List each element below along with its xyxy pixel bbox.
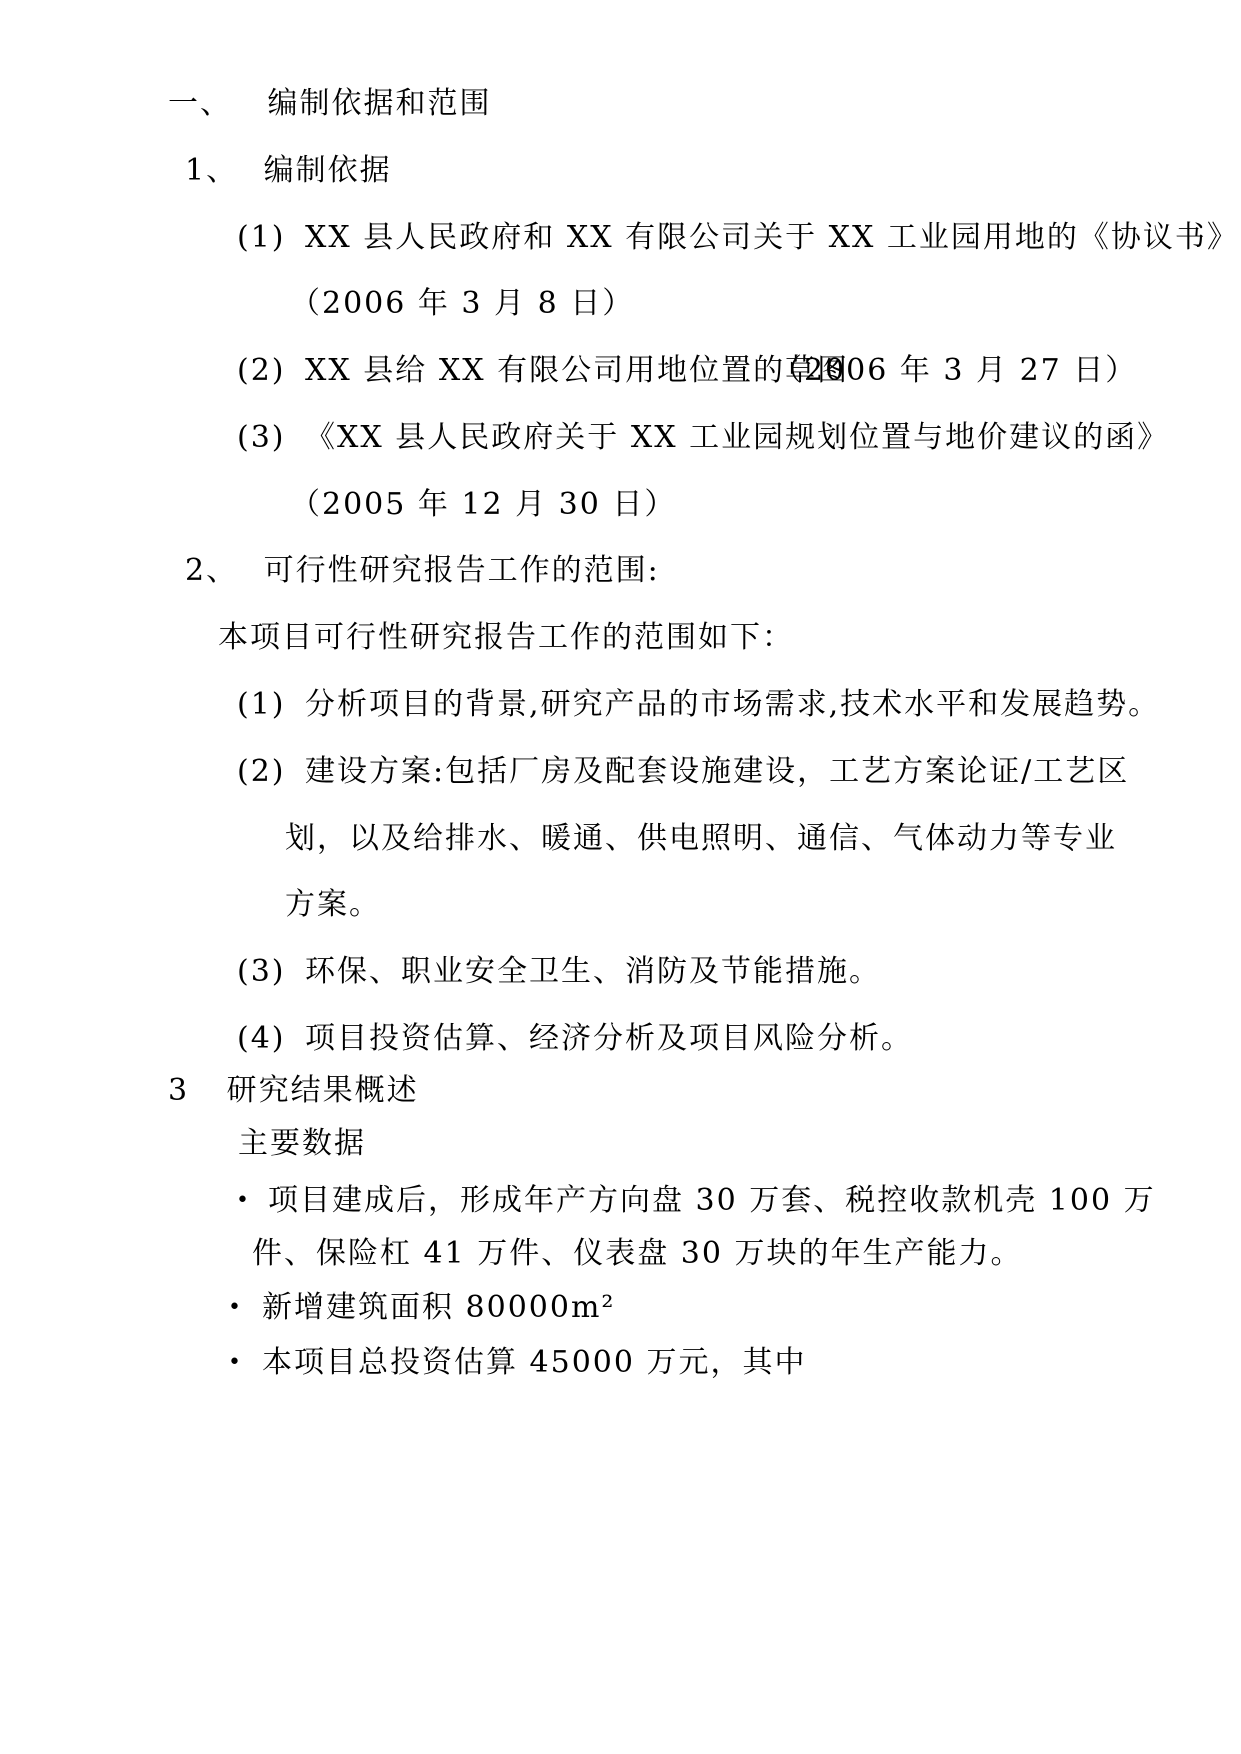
basis-item-2-text: XX 县给 XX 有限公司用地位置的草图 xyxy=(305,353,850,388)
scope-item-3-text: 环保、职业安全卫生、消防及节能措施。 xyxy=(305,954,882,989)
section-number: 一、 xyxy=(168,86,232,121)
basis-item-1-text: XX 县人民政府和 XX 有限公司关于 XX 工业园用地的《协议书》 xyxy=(305,220,1239,255)
bullet-dot-2: • xyxy=(228,1295,241,1320)
basis-item-2 xyxy=(237,353,849,389)
scope-item-4 xyxy=(237,1021,913,1057)
basis-item-1-number: (1) xyxy=(237,220,286,255)
basis-item-2-number: (2) xyxy=(237,353,286,388)
bullet-3-text: 本项目总投资估算 45000 万元，其中 xyxy=(262,1345,807,1380)
bullet-1-cont: 件、保险杠 41 万件、仪表盘 30 万块的年生产能力。 xyxy=(252,1236,1023,1271)
subsection-2-title: 可行性研究报告工作的范围: xyxy=(263,553,660,588)
basis-item-1 xyxy=(237,220,1239,256)
subsection-2-heading xyxy=(185,553,660,589)
subsection-3-title: 研究结果概述 xyxy=(226,1073,419,1108)
scope-item-2-number: (2) xyxy=(237,754,286,789)
scope-item-1 xyxy=(237,687,1160,723)
section-heading xyxy=(168,86,492,122)
subsection-1-heading xyxy=(185,153,392,189)
section-title: 编制依据和范围 xyxy=(267,86,492,121)
scope-item-1-text: 分析项目的背景,研究产品的市场需求,技术水平和发展趋势。 xyxy=(305,687,1161,722)
scope-item-2-cont-1: 划，以及给排水、暖通、供电照明、通信、气体动力等专业 xyxy=(285,821,1117,856)
scope-item-4-text: 项目投资估算、经济分析及项目风险分析。 xyxy=(305,1021,914,1056)
scope-item-3 xyxy=(237,954,881,990)
scope-item-2 xyxy=(237,754,1129,790)
basis-item-2-date: （2006 年 3 月 27 日） xyxy=(772,353,1138,388)
basis-item-3 xyxy=(237,420,1169,456)
scope-item-1-number: (1) xyxy=(237,687,286,722)
subsection-3-heading xyxy=(168,1073,419,1109)
bullet-1-text: 项目建成后，形成年产方向盘 30 万套、税控收款机壳 100 万 xyxy=(268,1183,1156,1218)
subsection-1-number: 1、 xyxy=(185,153,239,188)
basis-item-3-number: (3) xyxy=(237,420,286,455)
bullet-dot-3: • xyxy=(228,1350,241,1375)
bullet-dot-1: • xyxy=(236,1188,249,1213)
scope-intro: 本项目可行性研究报告工作的范围如下： xyxy=(218,620,794,655)
scope-item-4-number: (4) xyxy=(237,1021,286,1056)
subsection-2-number: 2、 xyxy=(185,553,239,588)
scope-item-2-cont-2: 方案。 xyxy=(285,887,381,922)
basis-item-1-date: （2006 年 3 月 8 日） xyxy=(290,286,635,321)
subsection-1-title: 编制依据 xyxy=(263,153,392,188)
scope-item-3-number: (3) xyxy=(237,954,286,989)
bullet-2-text: 新增建筑面积 80000m² xyxy=(262,1290,616,1325)
subsection-3-number: 3 xyxy=(168,1073,190,1108)
basis-item-3-date: （2005 年 12 月 30 日） xyxy=(290,487,677,522)
scope-item-2-text: 建设方案:包括厂房及配套设施建设，工艺方案论证/工艺区 xyxy=(305,754,1130,789)
basis-item-3-text: 《XX 县人民政府关于 XX 工业园规划位置与地价建议的函》 xyxy=(305,420,1170,455)
main-data-subheading: 主要数据 xyxy=(238,1126,366,1161)
